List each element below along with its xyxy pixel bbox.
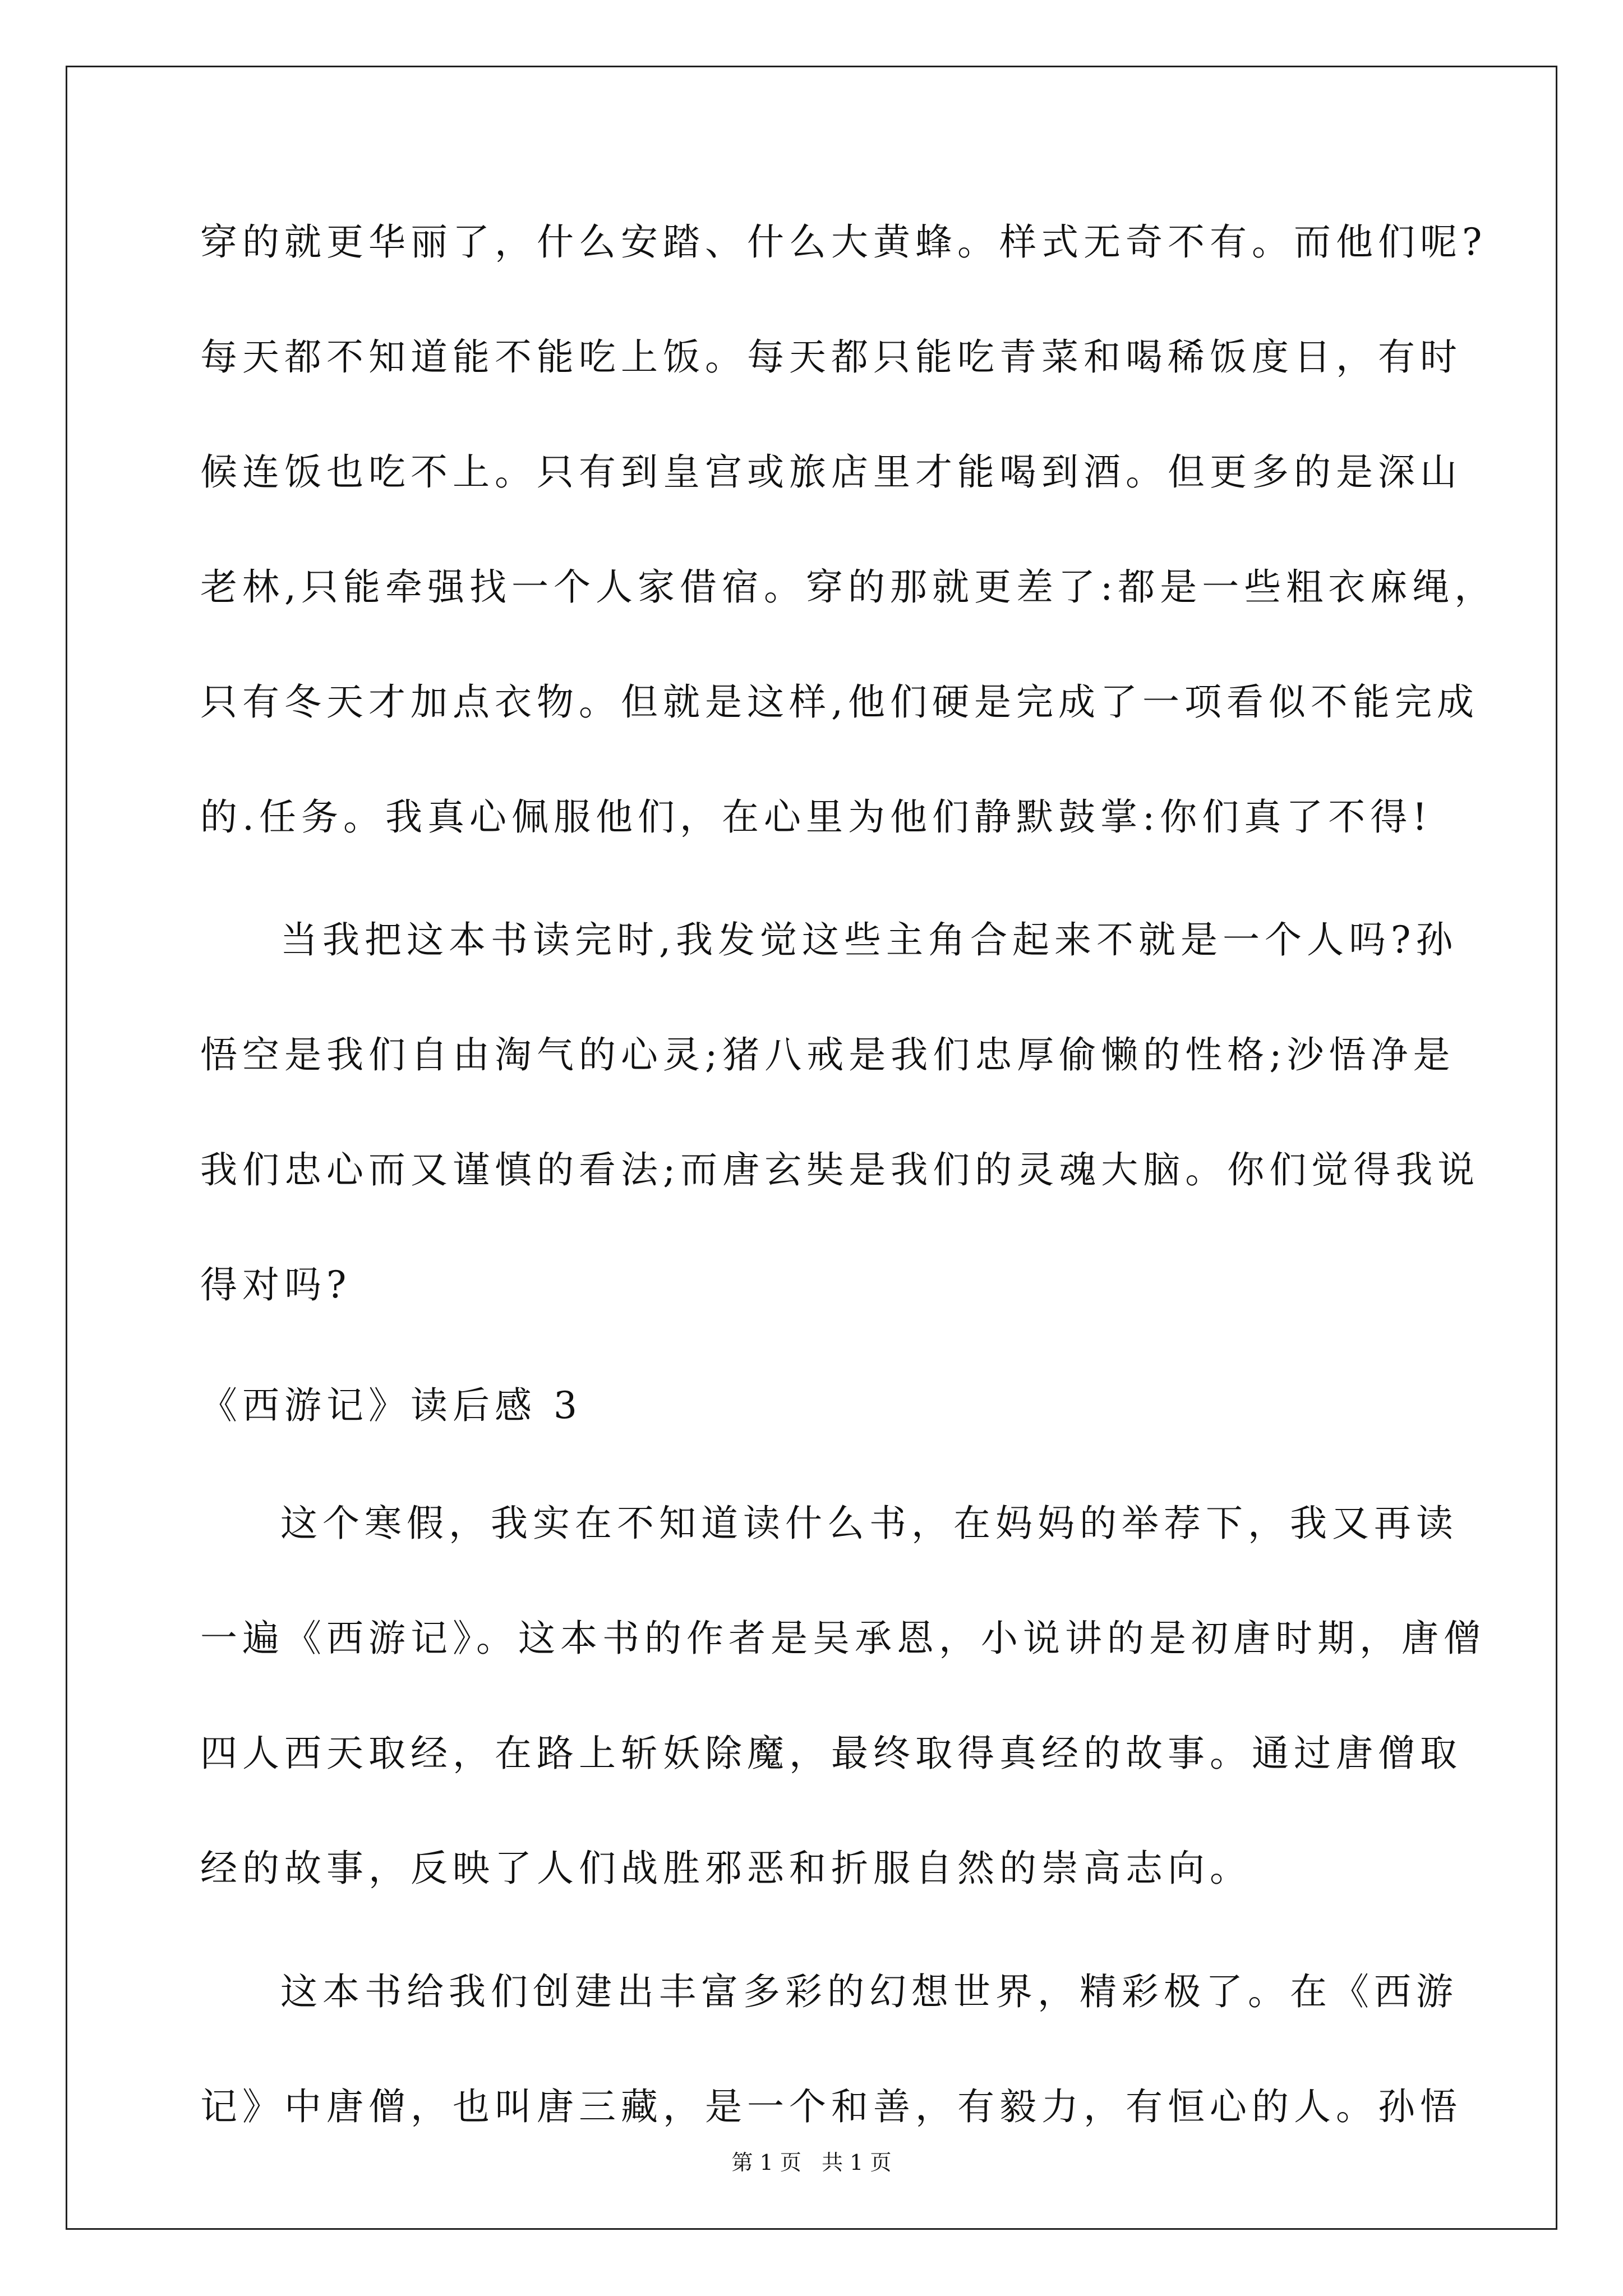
text-line: 只有冬天才加点衣物。但就是这样,他们硬是完成了一项看似不能完成 bbox=[200, 680, 1479, 724]
text-line: 得对吗? bbox=[200, 1263, 352, 1306]
text-line: 一遍《西游记》。这本书的作者是吴承恩，小说讲的是初唐时期，唐僧 bbox=[200, 1617, 1486, 1660]
text-line: 候连饭也吃不上。只有到皇宫或旅店里才能喝到酒。但更多的是深山 bbox=[200, 450, 1462, 494]
text-line: 老林,只能牵强找一个人家借宿。穿的那就更差了:都是一些粗衣麻绳， bbox=[200, 565, 1497, 609]
paragraph-start-line: 当我把这本书读完时,我发觉这些主角合起来不就是一个人吗?孙 bbox=[280, 918, 1458, 961]
page-footer: 第 1 页 共 1 页 bbox=[731, 2150, 892, 2175]
paragraph-start-line: 这本书给我们创建出丰富多彩的幻想世界，精彩极了。在《西游 bbox=[280, 1970, 1458, 2013]
text-line: 每天都不知道能不能吃上饭。每天都只能吃青菜和喝稀饭度日，有时 bbox=[200, 335, 1462, 379]
section-heading: 《西游记》读后感 3 bbox=[200, 1384, 582, 1427]
text-line: 经的故事，反映了人们战胜邪恶和折服自然的崇高志向。 bbox=[200, 1847, 1252, 1890]
text-line: 悟空是我们自由淘气的心灵;猪八戒是我们忠厚偷懒的性格;沙悟净是 bbox=[200, 1033, 1455, 1076]
text-line: 四人西天取经，在路上斩妖除魔，最终取得真经的故事。通过唐僧取 bbox=[200, 1732, 1462, 1775]
text-line: 我们忠心而又谨慎的看法;而唐玄奘是我们的灵魂大脑。你们觉得我说 bbox=[200, 1148, 1480, 1191]
text-line: 穿的就更华丽了，什么安踏、什么大黄蜂。样式无奇不有。而他们呢? bbox=[200, 220, 1487, 264]
paragraph-start-line: 这个寒假，我实在不知道读什么书，在妈妈的举荐下，我又再读 bbox=[280, 1502, 1458, 1545]
text-line: 记》中唐僧，也叫唐三藏，是一个和善，有毅力，有恒心的人。孙悟 bbox=[200, 2085, 1462, 2128]
text-line: 的.任务。我真心佩服他们，在心里为他们静默鼓掌:你们真了不得! bbox=[200, 795, 1432, 839]
